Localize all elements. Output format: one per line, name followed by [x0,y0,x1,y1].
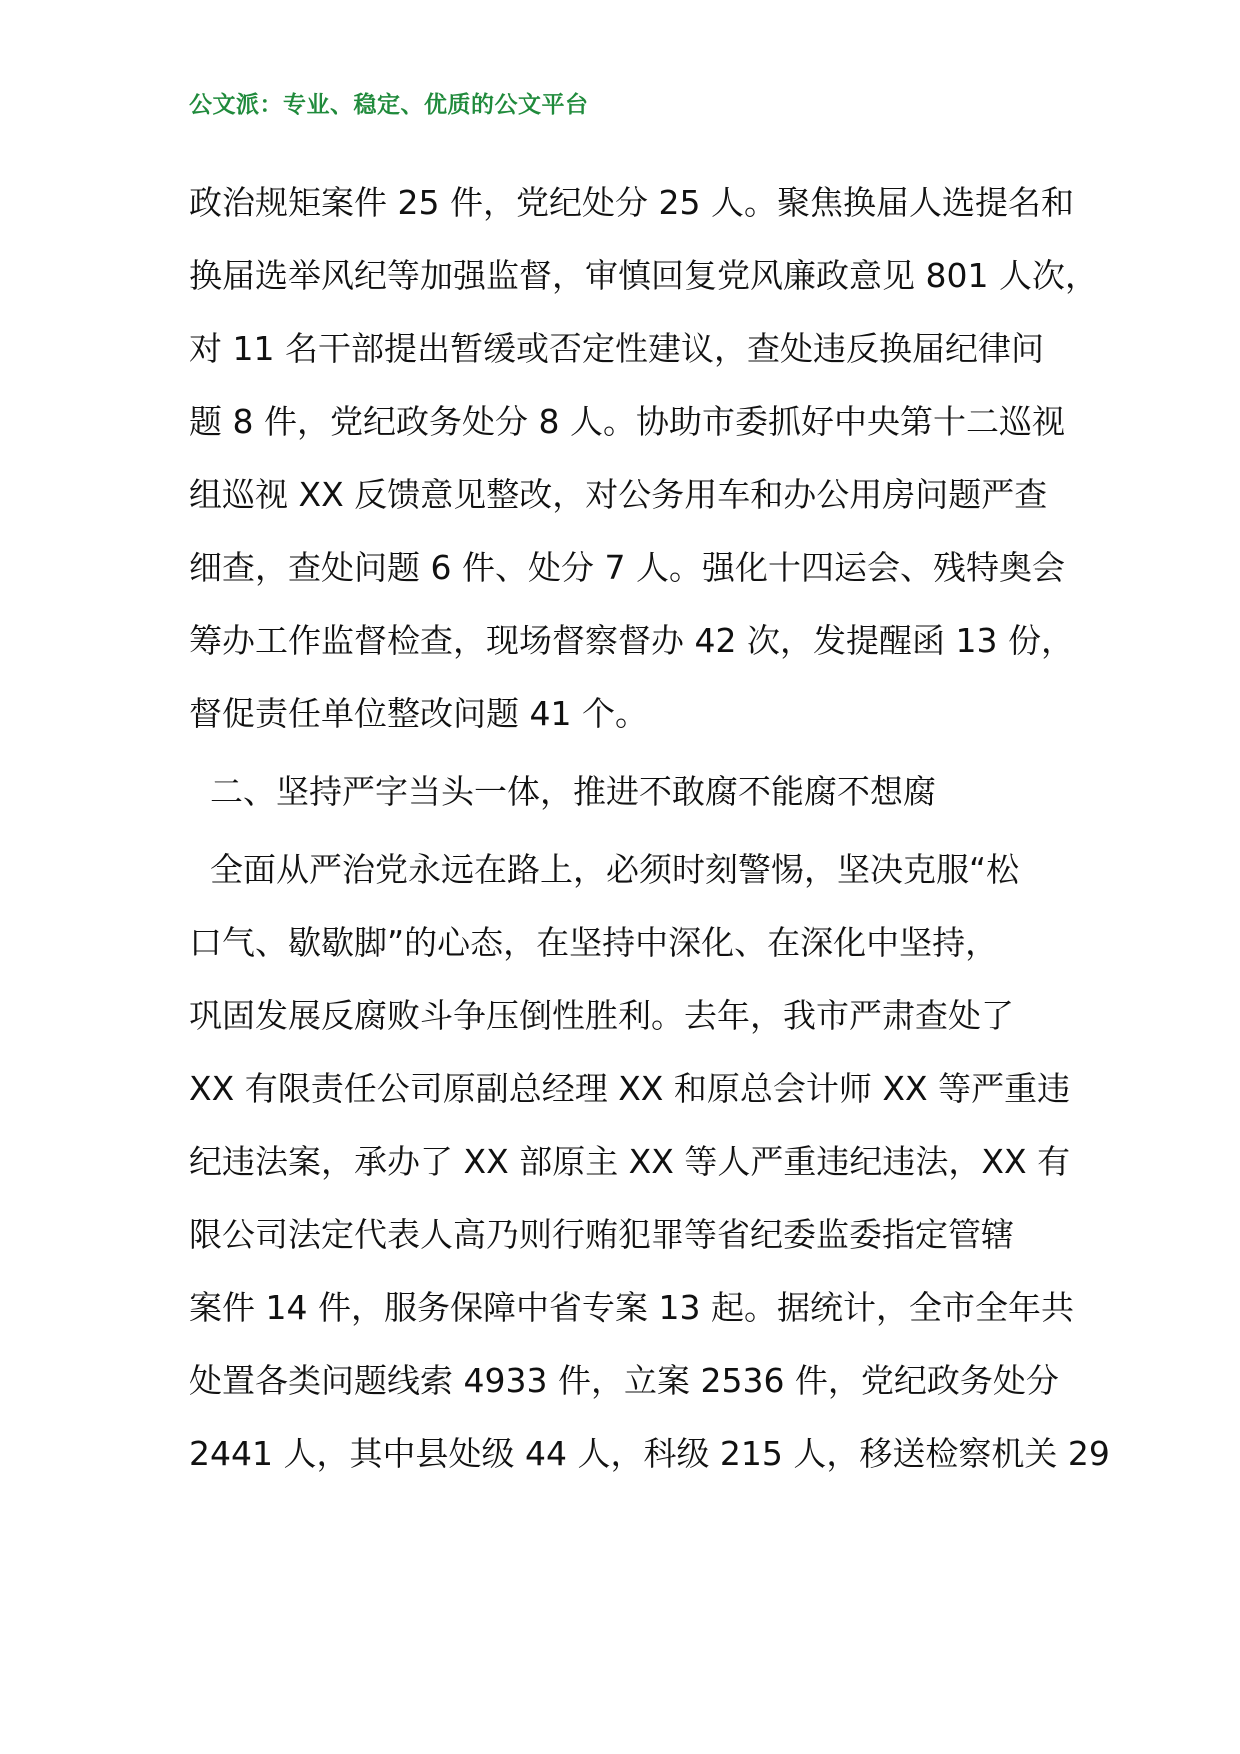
text-line: 口气、歇歇脚”的心态，在坚持中深化、在深化中坚持， [189,923,999,962]
text-line: 细查，查处问题 6 件、处分 7 人。强化十四运会、残特奥会 [189,548,1065,587]
text-line: 全面从严治党永远在路上，必须时刻警惕，坚决克服“松 [189,850,1020,889]
text-line: 组巡视 XX 反馈意见整改，对公务用车和办公用房问题严查 [189,475,1048,514]
text-line: 对 11 名干部提出暂缓或否定性建议，查处违反换届纪律问 [189,329,1044,368]
text-line: 政治规矩案件 25 件，党纪处分 25 人。聚焦换届人选提名和 [189,183,1074,222]
paragraph-1 [189,166,1098,750]
paragraph-2 [189,833,1110,1490]
text-line: 巩固发展反腐败斗争压倒性胜利。去年，我市严肃查处了 [189,996,1014,1035]
section-heading: 二、坚持严字当头一体，推进不敢腐不能腐不想腐 [189,772,936,811]
text-line: XX 有限责任公司原副总经理 XX 和原总会计师 XX 等严重违 [189,1069,1071,1108]
text-line: 督促责任单位整改问题 41 个。 [189,694,648,733]
text-line: 案件 14 件，服务保障中省专案 13 起。据统计，全市全年共 [189,1288,1074,1327]
document-body [189,166,1110,1490]
text-line: 题 8 件，党纪政务处分 8 人。协助市委抓好中央第十二巡视 [189,402,1065,441]
text-line: 处置各类问题线索 4933 件，立案 2536 件，党纪政务处分 [189,1361,1059,1400]
text-line: 2441 人，其中县处级 44 人，科级 215 人，移送检察机关 29 [189,1434,1110,1473]
text-line: 换届选举风纪等加强监督，审慎回复党风廉政意见 801 人次， [189,256,1098,295]
text-line: 筹办工作监督检查，现场督察督办 42 次，发提醒函 13 份， [189,621,1074,660]
site-header-banner: 公文派：专业、稳定、优质的公文平台 [189,92,589,118]
text-line: 限公司法定代表人高乃则行贿犯罪等省纪委监委指定管辖 [189,1215,1014,1254]
text-line: 纪违法案，承办了 XX 部原主 XX 等人严重违纪违法，XX 有 [189,1142,1071,1181]
